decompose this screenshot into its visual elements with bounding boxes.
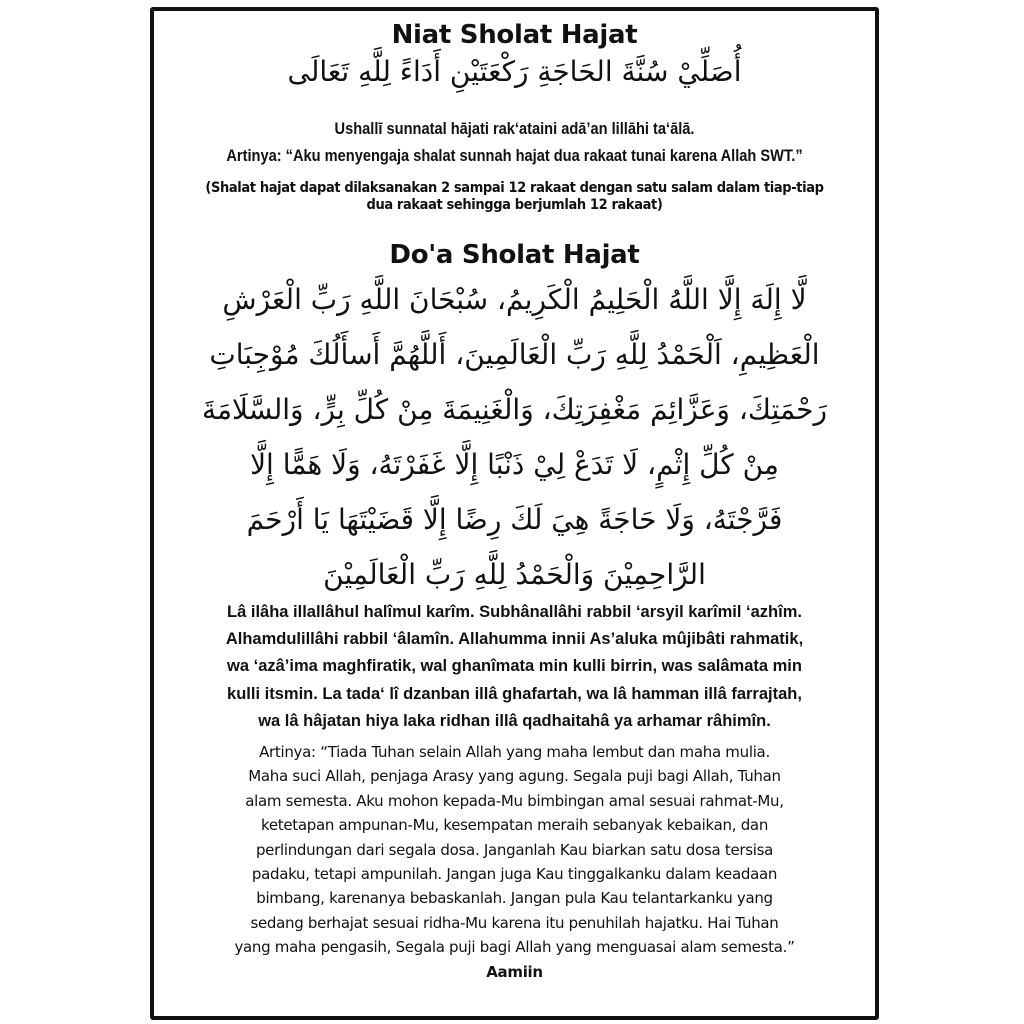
doa-meaning-line: Maha suci Allah, penjaga Arasy yang agung. Segala puji bagi Allah, Tuhan — [248, 767, 781, 786]
doa-meaning-line: Artinya: “Tiada Tuhan selain Allah yang maha lembut dan maha mulia. — [259, 743, 770, 761]
doa-arabic-line: مِنْ كُلِّ إِثْمٍ، لَا تَدَعْ لِيْ ذَنْبًا إِلَّا غَفَرْتَهُ، وَلَا هَمًّا إِلَّا — [250, 448, 779, 481]
doa-aamiin: Aamiin — [486, 962, 543, 981]
doa-latin-line: kulli itsmin. La tada‘ lî dzanban illâ ghafartah, wa lâ hamman illâ farrajtah, — [227, 684, 802, 703]
niat-note-line: (Shalat hajat dapat dilaksanakan 2 sampai 12 rakaat dengan satu salam dalam tiap-tiap — [205, 180, 824, 196]
niat-arabic: أُصَلِّيْ سُنَّةَ الحَاجَةِ رَكْعَتَيْنِ أَدَاءً لِلَّهِ تَعَالَى — [287, 55, 742, 88]
doa-latin — [154, 599, 875, 735]
doa-meaning-line: ketetapan ampunan-Mu, kesempatan meraih sebanyak kebaikan, dan — [260, 816, 769, 835]
doa-meaning-line: yang maha pengasih, Segala puji bagi Allah yang menguasai alam semesta.” — [234, 938, 795, 957]
doa-arabic-line: لَّا إِلَهَ إِلَّا اللَّهُ الْحَلِيمُ الْكَرِيمُ، سُبْحَانَ اللَّهِ رَبِّ الْعَرْشِ — [222, 283, 807, 316]
doa-arabic-line: رَحْمَتِكَ، وَعَزَّائِمَ مَغْفِرَتِكَ، وَالْغَنِيمَةَ مِنْ كُلِّ بِرٍّ، وَالسَّلَامَةَ — [202, 393, 827, 426]
niat-note — [179, 180, 850, 214]
doa-latin-line: wa lâ hâjatan hiya laka ridhan illâ qadhaitahâ ya arhamar râhimîn. — [258, 711, 771, 730]
doa-meaning-line: perlindungan dari segala dosa. Janganlah Kau biarkan satu dosa tersisa — [255, 840, 774, 859]
niat-note-line: dua rakaat sehingga berjumlah 12 rakaat) — [366, 197, 663, 213]
doa-meaning-line: padaku, tetapi ampunilah. Jangan juga Kau tinggalkanku dalam keadaan — [251, 864, 778, 883]
doa-latin-line: wa ‘azâ’ima maghfiratik, wal ghanîmata min kulli birrin, was salâmata min — [227, 657, 802, 676]
doa-meaning-line: bimbang, karenanya bebaskanlah. Jangan pula Kau telantarkanku yang — [256, 889, 773, 908]
doa-arabic-line: الرَّاحِمِيْنَ وَالْحَمْدُ لِلَّهِ رَبِّ الْعَالَمِيْنَ — [323, 558, 706, 591]
doa-arabic-line: الْعَظِيمِ، اَلْحَمْدُ لِلَّهِ رَبِّ الْعَالَمِينَ، أَللَّهُمَّ أَسأَلُكَ مُوْجِبَاتِ — [209, 338, 820, 371]
niat-meaning: Artinya: “Aku menyengaja shalat sunnah hajat dua rakaat tunai karena Allah SWT.” — [226, 146, 803, 165]
niat-title: Niat Sholat Hajat — [391, 20, 638, 50]
doa-title: Do'a Sholat Hajat — [389, 240, 640, 270]
doa-arabic — [154, 272, 875, 602]
doa-latin-line: Alhamdulillâhi rabbil ‘âlamîn. Allahumma innii As’aluka mûjibâti rahmatik, — [225, 630, 804, 649]
niat-latin: Ushallī sunnatal hājati rak‘ataini adā’an lillāhi ta‘ālā. — [334, 119, 695, 138]
doa-meaning — [154, 740, 875, 984]
doa-arabic-line: فَرَّجْتَهُ، وَلَا حَاجَةً هِيَ لَكَ رِضًا إِلَّا قَضَيْتَهَا يَا أَرْحَمَ — [246, 503, 783, 536]
doa-meaning-line: alam semesta. Aku mohon kepada-Mu bimbingan amal sesuai rahmat-Mu, — [245, 791, 784, 810]
doa-meaning-line: sedang berhajat sesuai ridha-Mu karena itu penuhilah hajatku. Hai Tuhan — [250, 913, 779, 932]
doa-latin-line: Lâ ilâha illallâhul halîmul karîm. Subhânallâhi rabbil ‘arsyil karîmil ‘azhîm. — [227, 603, 802, 621]
